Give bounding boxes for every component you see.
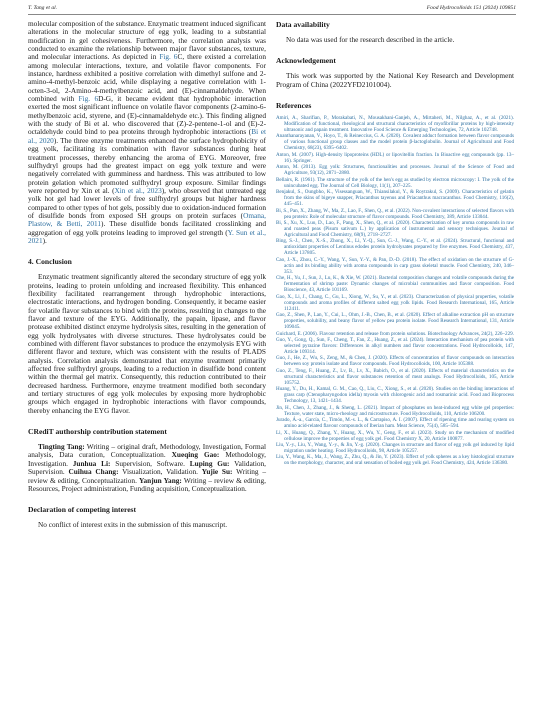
reference-item[interactable]: Amiri, A., Sharifian, P., Morakabati, N., Mousakhani-Ganjeh, A., Mirtaheri, M., Nilghaz, A., et al. (2021). Modification of functional, rheological and structural characteristics of myofibrillar proteins by high-intensity ultrasonic and papain treatment. Innovative Food Science & Emerging Technologies, 72, Article 102748.	[276, 115, 514, 133]
reference-item[interactable]: Liu, Y.-y., Liu, Y., Wang, Y.-y., & Jin, Y.-g. (2020). Changes in structure and flavor of egg yolk gel induced by lipid migration under heating. Food Hydrocolloids, 98, Article 105257.	[276, 442, 514, 454]
reference-item[interactable]: Jurado, Á.-a., García, C., Timón, M.-s. L., & Carrapiso, A. I. (2007). Effect of ripening time and rearing system on amino acid-related flavour compounds of Iberian ham. Meat Science, 75(4), 585–594.	[276, 417, 514, 430]
text-segment: ). The three enzyme treatments enhanced the surface hydrophobicity of egg yolk, facilitating its combination with flavor substances during heat treatment processes, thereby enhancing the aroma of EYG. Moreover, free sulfhydryl groups had the greatest impact on egg yolk texture and were negatively correlated with gumminess and hardness. This was attributed to low protein gelation which promoted sulfhydryl group exposure. Similar findings were reported by Xin et al. (	[28, 135, 266, 195]
citation-link[interactable]: Xin et al., 2023	[114, 185, 162, 195]
reference-item[interactable]: Bing, S.-J., Chen, X.-S., Zhong, X., Li, Y.-Q., Sun, G.-J., Wang, C.-Y., et al. (2024). Structural, functional and antioxidant properties of Lentinus edodes protein hydrolysates prepared by five enzymes. Food Chemistry, 437, Article 137805.	[276, 238, 514, 257]
reference-item[interactable]: Cao, J.-X., Zhou, C.-Y., Wang, Y., Sun, Y.-Y., & Pan, D.-D. (2018). The effect of oxidation on the structure of G-actin and its binding ability with aroma compounds in carp grass skeletal muscle. Food Chemistry, 240, 346–353.	[276, 256, 514, 275]
citation-link[interactable]: Omana, Plastow, & Betti, 2011	[28, 210, 266, 229]
reference-item[interactable]: Anton, M. (2007). High-density lipoproteins (HDL) or lipovitellin fraction. In Bioactive egg compounds (pp. 13–16). Springer.	[276, 151, 514, 164]
reference-item[interactable]: Bi, S., Xu, X., Luo, D., Lao, F., Pang, X., Shen, Q., et al. (2020). Characterization of key aroma compounds in raw and roasted peas (Pisum sativum L.) by application of instrumental and sensory techniques. Journal of Agricultural and Food Chemistry, 68(9), 2718–2727.	[276, 220, 514, 238]
reference-item[interactable]: Gao, X., Li, J., Chang, C., Gu, L., Xiong, W., Su, Y., et al. (2023). Characterization of physical properties, volatile compounds and aroma profiles of different salted egg yolk lipids. Food Research International, 165, Article 112411.	[276, 293, 514, 312]
reference-item[interactable]: Jin, H., Chen, J., Zhang, J., & Sheng, L. (2021). Impact of phosphates on heat-induced egg white gel properties: Texture, water state, micro-rheology and microstructure. Food Hydrocolloids, 110, Article 106200.	[276, 404, 514, 417]
author-name: Yanjun Yang:	[139, 475, 182, 485]
reference-item[interactable]: Guo, J., He, Z., Wu, S., Zeng, M., & Chen, J. (2020). Effects of concentration of flavor compounds on interaction between soy protein isolate and flavor compounds. Food Hydrocolloids, 100, Article 105388.	[276, 355, 514, 368]
competing-interest-heading: Declaration of competing interest	[28, 505, 137, 515]
references-heading: References	[276, 101, 312, 111]
author-roles: Validation, Supervision.	[28, 458, 266, 477]
competing-interest-text: No conflict of interest exits in the submission of this manuscript.	[38, 520, 228, 530]
acknowledgement-text: This work was supported by the National Key Research and Development Program of China (2022YFD2101004).	[276, 71, 514, 89]
text-segment: ). These disulfide bonds facilitated crosslinking and aggregation of egg yolk proteins leading to improved gel strength (	[28, 219, 266, 237]
reference-item[interactable]: Guichard, E. (2006). Flavour retention and release from protein solutions. Biotechnology Advances, 24(2), 226–229.	[276, 330, 514, 337]
reference-item[interactable]: Li, X., Huang, Q., Zhang, Y., Huang, X., Wu, Y., Geng, F., et al. (2023). Study on the mechanism of modified cellulose improve the properties of egg yolk gel. Food Chemistry X, 20, Article 100877.	[276, 429, 514, 442]
author-roles: Writing – review & editing, Resources, Project administration, Funding acquisition, Conceptualization.	[28, 475, 266, 493]
author-roles: Writing – original draft, Methodology, Investigation, Formal analysis, Data curation, Conceptualization.	[28, 442, 266, 460]
reference-item[interactable]: Bellairs, R. (1961). The structure of the yolk of the hen's egg as studied by electron microscopy: I. The yolk of the unincubated egg. The Journal of Cell Biology, 11(1), 207–225.	[276, 176, 514, 189]
conclusion-heading: 4. Conclusion	[28, 257, 72, 267]
credit-paragraph	[28, 443, 266, 493]
author-roles: Supervision, Software.	[110, 458, 190, 468]
reference-item[interactable]: Che, H., Yu, J., Sun, J., Lu, K., & Xie, W. (2021). Bacterial composition changes and volatile compounds during the fermentation of shrimp paste: Dynamic changes of microbial communities and flavor composition. Food Bioscience, 43, Article 101169.	[276, 275, 514, 294]
text-segment: C, there existed a correlation among molecular interactions, texture, and volatile flavor components. For instance, hardness exhibited a positive correlation with dimethyl sulfone and 2-amino-4-methyl-benzoic acid, while displaying a negative correlation with 1-octen-3-ol, 2-Amino-4-methylbenzoic acid, and (E)-cinnamaldehyde. When combined with	[28, 52, 267, 104]
text-segment: D-G, it became evident that hydrophobic interaction exerted the most significant influence on volatile flavor components (2-amino-6-methylbenzoic acid, styrene, and (E)-cinnamaldehyde etc.). This finding aligned with the study of Bi et al. who discovered that (Z)-2-pentene-1-ol and (E)-2-octaldehyde could bind to pea proteins through hydrophobic interactions (	[28, 94, 267, 137]
author-name: Cuihua Chang:	[68, 467, 119, 477]
data-availability-heading: Data availability	[276, 20, 330, 29]
reference-item[interactable]: Gao, Z., Shen, P., Lan, Y., Cui, L., Ohm, J.-B., Chen, B., et al. (2020). Effect of alkaline extraction pH on structure properties, solubility, and beany flavor of yellow pea protein isolate. Food Research International, 131, Article 109045.	[276, 312, 514, 330]
reference-item[interactable]: Ananthanarayanan, V., Hoyo, T., & Reineccius, G. A. (2020). Covalent adduct formation between flavor compounds of various functional group classes and the model protein β-lactoglobulin. Journal of Agricultural and Food Chemistry, 68(23), 6395–6402.	[276, 133, 514, 152]
author-name: Luping Gu:	[189, 458, 230, 468]
author-roles: Methodology, Investigation.	[28, 450, 266, 468]
running-header-journal: Food Hydrocolloids 151 (2024) 109851	[426, 5, 516, 11]
right-column	[276, 20, 514, 468]
reference-item[interactable]: Liu, Y., Wang, K., Ma, J., Wang, Z., Zhu, Q., & Jin, Y. (2023). Effect of yolk spheres as a key histological structure on the morphology, character, and oral sensation of boiled egg yolk gel. Food Chemistry, 424, Article 136380.	[276, 454, 514, 467]
reference-item[interactable]: Guo, Y., Gong, Q., Sun, F., Cheng, T., Fan, Z., Huang, Z., et al. (2024). Interaction mechanism of pea protein with selected pyrazine flavors: Differences in alkyl numbers and flavor concentrations. Food Hydrocolloids, 147, Article 109314.	[276, 337, 514, 355]
author-name: Junhua Li:	[72, 458, 111, 468]
text-segment: molecular composition of the substance. Enzymatic treatment induced significant alterations in the molecular structure of egg yolk, leading to a substantial modification in gel cohesiveness. Furthermore, the correlation analysis was conducted to examine the relationship between major flavor substances, texture, and molecular interactions. As depicted in	[28, 19, 266, 62]
reference-item[interactable]: Guo, Z., Teng, F., Huang, Z., Lv, B., Lv, X., Babich, O., et al. (2020). Effects of material characteristics on the structural characteristics and flavor substances retention of meat analogs. Food Hydrocolloids, 105, Article 105752.	[276, 367, 514, 386]
reference-item[interactable]: Anton, M. (2013). Egg yolk: Structures, functionalities and processes. Journal of the Science of Food and Agriculture, 93(12), 2871–2880.	[276, 164, 514, 177]
author-name: Tingting Tang:	[38, 442, 85, 452]
figure-link[interactable]: Fig. 6	[159, 52, 178, 62]
citation-link[interactable]: Bi et al., 2020	[28, 127, 266, 145]
text-segment: ), who observed that untreated egg yolk hot gel had lower levels of free sulfhydryl groups but higher hardness compared to other types of hot gels, possibly due to oxidation-induced formation of disulfide bonds from exposed SH groups on protein surfaces (	[28, 185, 266, 220]
reference-list	[276, 116, 514, 467]
citation-link[interactable]: Y. Sun et al., 2021	[28, 227, 266, 245]
conclusion-paragraph: Enzymatic treatment significantly altered the secondary structure of egg yolk proteins, leading to protein unfolding and increased flexibility. This enhanced flexibility facilitated rearrangement through hydrophobic interactions, electrostatic interactions, and hydrogen bonding. Consequently, it became easier for volatile flavor substances to bind with the proteins, resulting in changes to the flavor and texture of the EYG. Additionally, the papain, lipase, and flavor protease exhibited distinct enzyme hydrolysis sites, resulting in the generation of egg yolk hydrolysates with diverse structures. These hydrolysates could be combined with different flavor substances to produce the enzymolysis EYG with different flavor and texture, which was consistent with the results of PLADS analysis. Correlation analysis demonstrated that enzyme treatment primarily affected free sulfhydryl groups, leading to a reduction in disulfide bond content within the thermal gel matrix. Consequently, this reduction contributed to their decreased hardness. Furthermore, enzyme treatment modified both secondary and tertiary structures of egg yolk molecules by exposing more hydrophobic groups which engaged in hydrophobic interactions with flavor compounds, thereby enhancing the EYG flavor.	[28, 272, 266, 415]
figure-link[interactable]: Fig. 6	[78, 94, 99, 104]
credit-heading: CRediT authorship contribution statement	[28, 427, 167, 437]
left-column	[28, 20, 266, 530]
reference-item[interactable]: Benjakul, S., Oungbho, K., Visessanguan, W., Thiansilakul, Y., & Roytrakul, S. (2009). Characteristics of gelatin from the skins of bigeye snapper, Priacanthus tayenus and Priacanthus macracanthus. Food Chemistry, 116(2), 445–451.	[276, 189, 514, 208]
acknowledgement-heading: Acknowledgement	[276, 56, 336, 66]
running-header-authors: T. Tang et al.	[28, 5, 58, 11]
author-name: Xueqing Gao:	[171, 450, 220, 460]
header-rule	[28, 14, 516, 15]
discussion-paragraph	[28, 20, 266, 245]
reference-item[interactable]: Huang, Y., Du, H., Kamal, G. M., Cao, Q., Liu, C., Xiong, S., et al. (2020). Studies on the binding interactions of grass carp (Ctenopharyngodon idella) myosin with chlorogenic acid and rosmarinic acid. Food and Bioprocess Technology, 13, 1421–1434.	[276, 386, 514, 405]
author-roles: Writing – review & editing, Conceptualization.	[28, 467, 266, 485]
data-availability-text: No data was used for the research described in the article.	[286, 35, 455, 44]
text-segment: ).	[42, 235, 47, 245]
author-name: Yujie Su:	[201, 467, 233, 477]
author-roles: Visualization, Validation.	[118, 467, 202, 477]
reference-item[interactable]: Bi, S., Pan, X., Zhang, W., Ma, Z., Lao, F., Shen, Q., et al. (2022). Non-covalent interactions of selected flavors with pea protein: Role of molecular structure of flavor compounds. Food Chemistry, 389, Article 133044.	[276, 207, 514, 220]
